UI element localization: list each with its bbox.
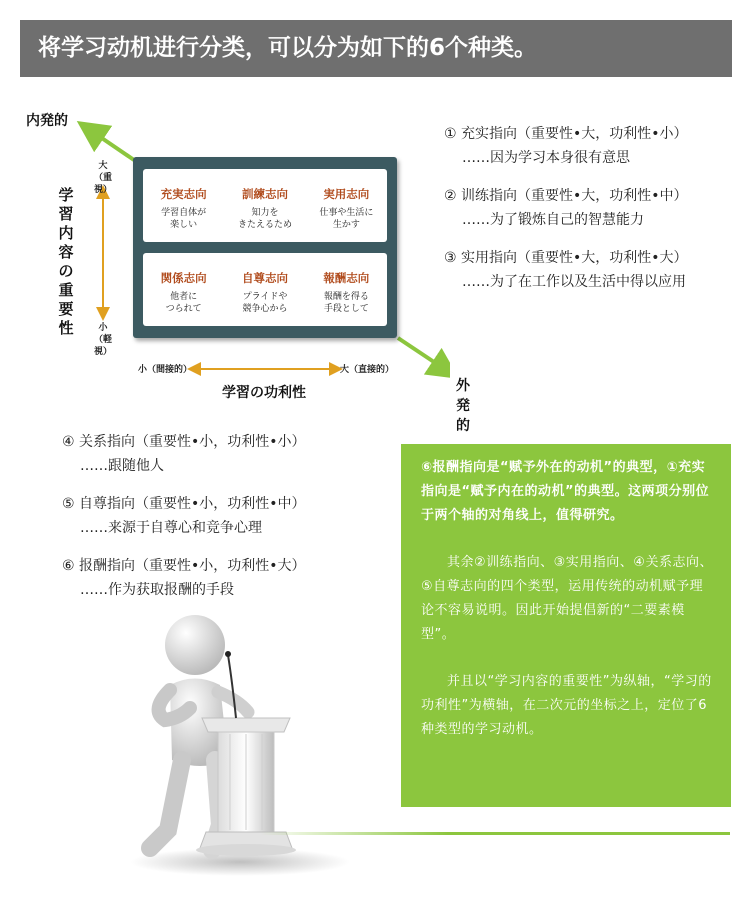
list-item xyxy=(62,430,306,478)
cell-title: 充実志向 xyxy=(160,187,207,201)
cell-title: 訓練志向 xyxy=(241,187,288,201)
y-low-text: 小 xyxy=(98,323,108,333)
intrinsic-label: 内発的 xyxy=(26,113,68,129)
y-high-sub: （重視） xyxy=(93,173,112,195)
x-low-label: 小（間接的） xyxy=(138,365,193,375)
matrix-row-bottom xyxy=(143,253,387,326)
cell-desc: 知力を きたえるため xyxy=(237,208,292,230)
cell-desc: 学習自体が 楽しい xyxy=(161,208,207,230)
y-axis-title: 学習内容の重要性 xyxy=(58,186,74,337)
x-axis-title: 学習の功利性 xyxy=(222,385,306,401)
item-title: ⑥ 报酬指向（重要性•小，功利性•大） xyxy=(62,558,306,574)
cell-desc: 他者に つられて xyxy=(165,292,202,314)
figure-head xyxy=(165,615,225,675)
cell-practical xyxy=(306,169,387,242)
list-item xyxy=(444,184,688,232)
cell-self-esteem xyxy=(224,253,305,326)
item-desc: ……因为学习本身很有意思 xyxy=(462,150,630,166)
cell-title: 実用志向 xyxy=(323,187,370,201)
item-desc: ……来源于自尊心和竞争心理 xyxy=(80,520,262,536)
microphone xyxy=(228,655,236,718)
extrinsic-label: 外発的 xyxy=(456,378,470,434)
item-desc: ……为了在工作以及生活中得以应用 xyxy=(462,274,686,290)
type-matrix xyxy=(133,157,397,338)
speaker-figure-illustration xyxy=(120,600,380,880)
item-desc: ……作为获取报酬的手段 xyxy=(80,582,234,598)
cell-title: 自尊志向 xyxy=(241,271,288,285)
cell-reward xyxy=(306,253,387,326)
cell-title: 報酬志向 xyxy=(323,271,370,285)
diagonal-arrow-up xyxy=(90,130,134,160)
list-item xyxy=(444,122,688,170)
header-title: 将学习动机进行分类，可以分为如下的6个种类。 xyxy=(38,35,538,61)
cell-relationship xyxy=(143,253,224,326)
item-title: ④ 关系指向（重要性•小，功利性•小） xyxy=(62,434,306,450)
diagonal-arrow-down xyxy=(398,338,446,370)
x-high-label: 大（直接的） xyxy=(340,365,395,375)
cell-title: 関係志向 xyxy=(160,271,207,285)
summary-para-3: 并且以“学习内容的重要性”为纵轴，“学习的功利性”为横轴，在二次元的坐标之上，定位了6种类型的学习动机。 xyxy=(421,674,712,737)
item-title: ① 充实指向（重要性•大，功利性•小） xyxy=(444,126,688,142)
list-item xyxy=(444,246,688,294)
page-header xyxy=(20,20,732,77)
list-right xyxy=(444,122,688,308)
motivation-diagram xyxy=(0,100,470,434)
y-low-label xyxy=(88,322,118,358)
y-high-text: 大 xyxy=(98,161,108,171)
cell-training xyxy=(224,169,305,242)
cell-fulfillment xyxy=(143,169,224,242)
podium-top xyxy=(202,718,290,732)
cell-desc: 報酬を得る 手段として xyxy=(323,292,369,314)
cell-desc: 仕事や生活に 生かす xyxy=(319,208,374,230)
cell-desc: プライドや 競争心から xyxy=(242,292,288,314)
list-item xyxy=(62,554,306,602)
matrix-row-top xyxy=(143,169,387,242)
footer-divider xyxy=(260,832,730,835)
summary-para-1: ⑥报酬指向是“赋予外在的动机”的典型，①充实指向是“赋予内在的动机”的典型。这两项分别位于两个轴的对角线上，值得研究。 xyxy=(421,460,710,523)
list-item xyxy=(62,492,306,540)
item-title: ⑤ 自尊指向（重要性•小，功利性•中） xyxy=(62,496,306,512)
summary-para-2: 其余②训练指向、③实用指向、④关系志向、⑤自尊志向的四个类型，运用传统的动机赋予理论不容易说明。因此开始提倡新的“二要素模型”。 xyxy=(421,555,713,642)
y-high-label xyxy=(88,160,118,196)
item-title: ② 训练指向（重要性•大，功利性•中） xyxy=(444,188,688,204)
summary-box xyxy=(401,444,731,807)
item-desc: ……为了锻炼自己的智慧能力 xyxy=(462,212,644,228)
list-left xyxy=(62,430,306,616)
y-low-sub: （軽視） xyxy=(93,335,112,357)
item-desc: ……跟随他人 xyxy=(80,458,164,474)
item-title: ③ 实用指向（重要性•大，功利性•大） xyxy=(444,250,688,266)
